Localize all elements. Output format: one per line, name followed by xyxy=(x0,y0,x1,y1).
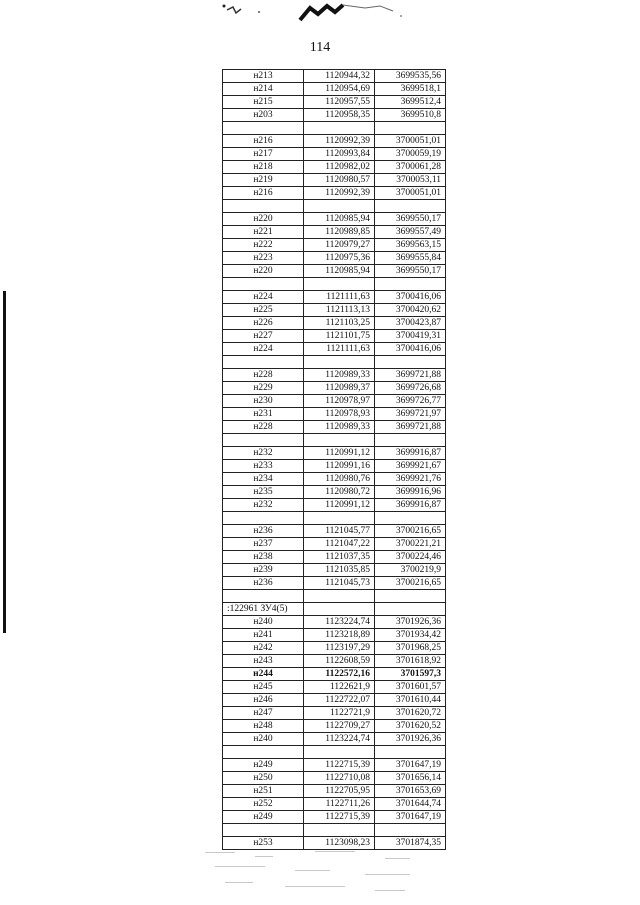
empty-cell xyxy=(375,512,446,525)
x-coordinate-cell: 1121111,63 xyxy=(304,343,375,356)
y-coordinate-cell: 3701647,19 xyxy=(375,811,446,824)
y-coordinate-cell: 3699512,4 xyxy=(375,96,446,109)
point-name-cell: н227 xyxy=(223,330,304,343)
empty-cell xyxy=(375,356,446,369)
table-separator-row xyxy=(223,512,446,525)
x-coordinate-cell: 1120992,39 xyxy=(304,187,375,200)
y-coordinate-cell: 3700219,9 xyxy=(375,564,446,577)
x-coordinate-cell: 1120954,69 xyxy=(304,83,375,96)
table-separator-row xyxy=(223,824,446,837)
y-coordinate-cell: 3699555,84 xyxy=(375,252,446,265)
x-coordinate-cell: 1120979,27 xyxy=(304,239,375,252)
y-coordinate-cell: 3699563,15 xyxy=(375,239,446,252)
point-name-cell: н224 xyxy=(223,291,304,304)
y-coordinate-cell: 3700051,01 xyxy=(375,187,446,200)
point-name-cell: н236 xyxy=(223,525,304,538)
point-name-cell: н229 xyxy=(223,382,304,395)
table-row xyxy=(223,811,446,824)
x-coordinate-cell: 1120989,33 xyxy=(304,421,375,434)
point-name-cell: н239 xyxy=(223,564,304,577)
empty-cell xyxy=(223,200,304,213)
point-name-cell: н213 xyxy=(223,70,304,83)
table-separator-row xyxy=(223,122,446,135)
empty-cell xyxy=(304,200,375,213)
y-coordinate-cell: 3700224,46 xyxy=(375,551,446,564)
table-row xyxy=(223,486,446,499)
point-name-cell: н250 xyxy=(223,772,304,785)
point-name-cell: н252 xyxy=(223,798,304,811)
x-coordinate-cell: 1120982,02 xyxy=(304,161,375,174)
table-row xyxy=(223,70,446,83)
table-row xyxy=(223,720,446,733)
y-coordinate-cell: 3701656,14 xyxy=(375,772,446,785)
group-label: :122961 ЗУ4(5) xyxy=(223,603,304,616)
empty-cell xyxy=(304,824,375,837)
y-coordinate-cell: 3701597,3 xyxy=(375,668,446,681)
point-name-cell: н228 xyxy=(223,369,304,382)
point-name-cell: н251 xyxy=(223,785,304,798)
x-coordinate-cell: 1121035,85 xyxy=(304,564,375,577)
table-row xyxy=(223,343,446,356)
x-coordinate-cell: 1120980,72 xyxy=(304,486,375,499)
table-separator-row xyxy=(223,200,446,213)
point-name-cell: н231 xyxy=(223,408,304,421)
point-name-cell: н235 xyxy=(223,486,304,499)
scan-artifact-top xyxy=(215,0,415,26)
table-row xyxy=(223,239,446,252)
x-coordinate-cell: 1123224,74 xyxy=(304,616,375,629)
y-coordinate-cell: 3700216,65 xyxy=(375,525,446,538)
empty-cell xyxy=(223,590,304,603)
point-name-cell: н253 xyxy=(223,837,304,850)
x-coordinate-cell: 1120944,32 xyxy=(304,70,375,83)
empty-cell xyxy=(304,746,375,759)
table-row xyxy=(223,213,446,226)
point-name-cell: н240 xyxy=(223,733,304,746)
y-coordinate-cell: 3699721,88 xyxy=(375,421,446,434)
y-coordinate-cell: 3701934,42 xyxy=(375,629,446,642)
table-row xyxy=(223,772,446,785)
x-coordinate-cell: 1121045,73 xyxy=(304,577,375,590)
x-coordinate-cell: 1123098,23 xyxy=(304,837,375,850)
x-coordinate-cell: 1120991,12 xyxy=(304,447,375,460)
table-row xyxy=(223,460,446,473)
empty-cell xyxy=(223,122,304,135)
point-name-cell: н236 xyxy=(223,577,304,590)
point-name-cell: н224 xyxy=(223,343,304,356)
point-name-cell: н244 xyxy=(223,668,304,681)
table-row xyxy=(223,616,446,629)
table-row xyxy=(223,668,446,681)
y-coordinate-cell: 3699921,76 xyxy=(375,473,446,486)
empty-cell xyxy=(375,590,446,603)
point-name-cell: н249 xyxy=(223,811,304,824)
point-name-cell: н203 xyxy=(223,109,304,122)
empty-cell xyxy=(304,603,375,616)
y-coordinate-cell: 3701601,57 xyxy=(375,681,446,694)
point-name-cell: н240 xyxy=(223,616,304,629)
table-row xyxy=(223,161,446,174)
table-row xyxy=(223,109,446,122)
point-name-cell: н246 xyxy=(223,694,304,707)
table-row xyxy=(223,642,446,655)
y-coordinate-cell: 3701926,36 xyxy=(375,616,446,629)
y-coordinate-cell: 3699916,87 xyxy=(375,447,446,460)
table-row xyxy=(223,226,446,239)
y-coordinate-cell: 3699557,49 xyxy=(375,226,446,239)
y-coordinate-cell: 3701620,52 xyxy=(375,720,446,733)
y-coordinate-cell: 3700423,87 xyxy=(375,317,446,330)
y-coordinate-cell: 3699916,87 xyxy=(375,499,446,512)
point-name-cell: н237 xyxy=(223,538,304,551)
y-coordinate-cell: 3699550,17 xyxy=(375,265,446,278)
y-coordinate-cell: 3700419,31 xyxy=(375,330,446,343)
point-name-cell: н241 xyxy=(223,629,304,642)
table-row xyxy=(223,135,446,148)
x-coordinate-cell: 1120991,12 xyxy=(304,499,375,512)
table-separator-row xyxy=(223,356,446,369)
point-name-cell: н219 xyxy=(223,174,304,187)
table-row xyxy=(223,694,446,707)
table-row xyxy=(223,707,446,720)
table-row xyxy=(223,187,446,200)
x-coordinate-cell: 1120992,39 xyxy=(304,135,375,148)
y-coordinate-cell: 3700416,06 xyxy=(375,291,446,304)
point-name-cell: н216 xyxy=(223,135,304,148)
scan-edge-mark xyxy=(3,291,6,633)
x-coordinate-cell: 1122608,59 xyxy=(304,655,375,668)
empty-cell xyxy=(304,122,375,135)
y-coordinate-cell: 3701653,69 xyxy=(375,785,446,798)
y-coordinate-cell: 3699510,8 xyxy=(375,109,446,122)
y-coordinate-cell: 3701968,25 xyxy=(375,642,446,655)
coordinates-table xyxy=(222,69,446,850)
point-name-cell: н238 xyxy=(223,551,304,564)
table-row xyxy=(223,447,446,460)
table-row xyxy=(223,564,446,577)
table-row xyxy=(223,395,446,408)
empty-cell xyxy=(375,200,446,213)
table-row xyxy=(223,473,446,486)
table-row xyxy=(223,304,446,317)
point-name-cell: н223 xyxy=(223,252,304,265)
table-row xyxy=(223,421,446,434)
empty-cell xyxy=(304,434,375,447)
x-coordinate-cell: 1120958,35 xyxy=(304,109,375,122)
y-coordinate-cell: 3699721,97 xyxy=(375,408,446,421)
y-coordinate-cell: 3701647,19 xyxy=(375,759,446,772)
point-name-cell: н232 xyxy=(223,499,304,512)
y-coordinate-cell: 3699726,68 xyxy=(375,382,446,395)
x-coordinate-cell: 1120980,57 xyxy=(304,174,375,187)
x-coordinate-cell: 1120957,55 xyxy=(304,96,375,109)
point-name-cell: н222 xyxy=(223,239,304,252)
empty-cell xyxy=(304,512,375,525)
empty-cell xyxy=(304,278,375,291)
y-coordinate-cell: 3701874,35 xyxy=(375,837,446,850)
x-coordinate-cell: 1121047,22 xyxy=(304,538,375,551)
y-coordinate-cell: 3700420,62 xyxy=(375,304,446,317)
table-row xyxy=(223,733,446,746)
table-row xyxy=(223,798,446,811)
x-coordinate-cell: 1122621,9 xyxy=(304,681,375,694)
empty-cell xyxy=(304,590,375,603)
page-number: 114 xyxy=(309,40,331,55)
y-coordinate-cell: 3701618,92 xyxy=(375,655,446,668)
y-coordinate-cell: 3701610,44 xyxy=(375,694,446,707)
x-coordinate-cell: 1120989,37 xyxy=(304,382,375,395)
table-row xyxy=(223,83,446,96)
y-coordinate-cell: 3699726,77 xyxy=(375,395,446,408)
x-coordinate-cell: 1120978,97 xyxy=(304,395,375,408)
x-coordinate-cell: 1122572,16 xyxy=(304,668,375,681)
x-coordinate-cell: 1121113,13 xyxy=(304,304,375,317)
table-row xyxy=(223,551,446,564)
table-row xyxy=(223,174,446,187)
y-coordinate-cell: 3701926,36 xyxy=(375,733,446,746)
empty-cell xyxy=(375,603,446,616)
x-coordinate-cell: 1120985,94 xyxy=(304,213,375,226)
point-name-cell: н216 xyxy=(223,187,304,200)
empty-cell xyxy=(223,746,304,759)
y-coordinate-cell: 3699916,96 xyxy=(375,486,446,499)
y-coordinate-cell: 3700061,28 xyxy=(375,161,446,174)
empty-cell xyxy=(375,746,446,759)
empty-cell xyxy=(375,434,446,447)
y-coordinate-cell: 3701620,72 xyxy=(375,707,446,720)
x-coordinate-cell: 1121045,77 xyxy=(304,525,375,538)
table-separator-row xyxy=(223,434,446,447)
table-row xyxy=(223,369,446,382)
table-row xyxy=(223,655,446,668)
x-coordinate-cell: 1121101,75 xyxy=(304,330,375,343)
y-coordinate-cell: 3701644,74 xyxy=(375,798,446,811)
point-name-cell: н245 xyxy=(223,681,304,694)
point-name-cell: н220 xyxy=(223,265,304,278)
point-name-cell: н225 xyxy=(223,304,304,317)
table-row xyxy=(223,330,446,343)
table-row xyxy=(223,577,446,590)
empty-cell xyxy=(223,512,304,525)
x-coordinate-cell: 1120989,33 xyxy=(304,369,375,382)
table-row xyxy=(223,148,446,161)
x-coordinate-cell: 1122710,08 xyxy=(304,772,375,785)
x-coordinate-cell: 1121037,35 xyxy=(304,551,375,564)
x-coordinate-cell: 1120975,36 xyxy=(304,252,375,265)
table-separator-row xyxy=(223,746,446,759)
table-row xyxy=(223,96,446,109)
x-coordinate-cell: 1122709,27 xyxy=(304,720,375,733)
x-coordinate-cell: 1123224,74 xyxy=(304,733,375,746)
x-coordinate-cell: 1123197,29 xyxy=(304,642,375,655)
point-name-cell: н247 xyxy=(223,707,304,720)
x-coordinate-cell: 1122715,39 xyxy=(304,811,375,824)
table-row xyxy=(223,681,446,694)
coordinates-table-body xyxy=(223,70,446,850)
y-coordinate-cell: 3700416,06 xyxy=(375,343,446,356)
x-coordinate-cell: 1122721,9 xyxy=(304,707,375,720)
table-row xyxy=(223,382,446,395)
point-name-cell: н215 xyxy=(223,96,304,109)
x-coordinate-cell: 1120989,85 xyxy=(304,226,375,239)
table-row xyxy=(223,317,446,330)
y-coordinate-cell: 3700216,65 xyxy=(375,577,446,590)
point-name-cell: н249 xyxy=(223,759,304,772)
table-row xyxy=(223,629,446,642)
y-coordinate-cell: 3700051,01 xyxy=(375,135,446,148)
table-row xyxy=(223,759,446,772)
table-row xyxy=(223,265,446,278)
point-name-cell: н218 xyxy=(223,161,304,174)
point-name-cell: н233 xyxy=(223,460,304,473)
empty-cell xyxy=(375,278,446,291)
point-name-cell: н234 xyxy=(223,473,304,486)
x-coordinate-cell: 1121103,25 xyxy=(304,317,375,330)
y-coordinate-cell: 3700221,21 xyxy=(375,538,446,551)
x-coordinate-cell: 1122705,95 xyxy=(304,785,375,798)
point-name-cell: н220 xyxy=(223,213,304,226)
table-group-row xyxy=(223,603,446,616)
empty-cell xyxy=(223,278,304,291)
x-coordinate-cell: 1120985,94 xyxy=(304,265,375,278)
point-name-cell: н228 xyxy=(223,421,304,434)
x-coordinate-cell: 1123218,89 xyxy=(304,629,375,642)
x-coordinate-cell: 1122722,07 xyxy=(304,694,375,707)
y-coordinate-cell: 3700053,11 xyxy=(375,174,446,187)
table-row xyxy=(223,252,446,265)
point-name-cell: н221 xyxy=(223,226,304,239)
empty-cell xyxy=(223,824,304,837)
x-coordinate-cell: 1120978,93 xyxy=(304,408,375,421)
empty-cell xyxy=(375,122,446,135)
empty-cell xyxy=(223,434,304,447)
x-coordinate-cell: 1122711,26 xyxy=(304,798,375,811)
table-row xyxy=(223,408,446,421)
empty-cell xyxy=(304,356,375,369)
x-coordinate-cell: 1120980,76 xyxy=(304,473,375,486)
scan-artifact-bottom xyxy=(195,848,455,898)
table-row xyxy=(223,525,446,538)
y-coordinate-cell: 3699721,88 xyxy=(375,369,446,382)
table-row xyxy=(223,499,446,512)
point-name-cell: н242 xyxy=(223,642,304,655)
x-coordinate-cell: 1122715,39 xyxy=(304,759,375,772)
point-name-cell: н230 xyxy=(223,395,304,408)
empty-cell xyxy=(223,356,304,369)
table-row xyxy=(223,785,446,798)
x-coordinate-cell: 1120991,16 xyxy=(304,460,375,473)
point-name-cell: н214 xyxy=(223,83,304,96)
y-coordinate-cell: 3699550,17 xyxy=(375,213,446,226)
empty-cell xyxy=(375,824,446,837)
table-separator-row xyxy=(223,278,446,291)
point-name-cell: н243 xyxy=(223,655,304,668)
point-name-cell: н232 xyxy=(223,447,304,460)
y-coordinate-cell: 3699921,67 xyxy=(375,460,446,473)
x-coordinate-cell: 1120993,84 xyxy=(304,148,375,161)
y-coordinate-cell: 3699535,56 xyxy=(375,70,446,83)
table-separator-row xyxy=(223,590,446,603)
table-row xyxy=(223,538,446,551)
y-coordinate-cell: 3699518,1 xyxy=(375,83,446,96)
table-row xyxy=(223,291,446,304)
point-name-cell: н217 xyxy=(223,148,304,161)
point-name-cell: н248 xyxy=(223,720,304,733)
point-name-cell: н226 xyxy=(223,317,304,330)
y-coordinate-cell: 3700059,19 xyxy=(375,148,446,161)
x-coordinate-cell: 1121111,63 xyxy=(304,291,375,304)
